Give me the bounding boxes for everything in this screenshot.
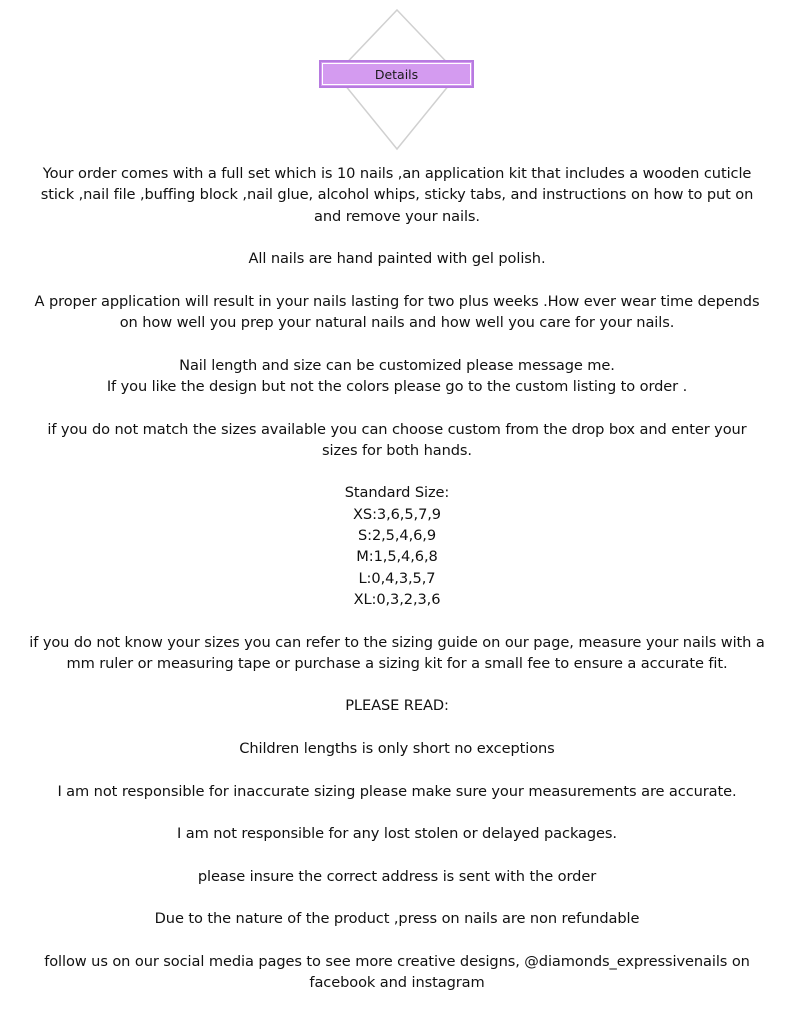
text-line: stick ,nail file ,buffing block ,nail glue, alcohol whips, sticky tabs, and instructions on how to put on [40,186,754,204]
paragraph [14,632,780,675]
paragraph-gap [14,227,780,248]
text-line: A proper application will result in your nails lasting for two plus weeks .How ever wear time depends [34,292,760,310]
text-line: and remove your nails. [314,207,480,225]
paragraph [14,738,780,759]
paragraph-gap [14,802,780,823]
paragraph [14,163,780,227]
paragraph-gap [14,397,780,418]
description-text [14,163,780,994]
paragraph [14,695,780,716]
text-line: M:1,5,4,6,8 [356,548,438,566]
text-line: XL:0,3,2,3,6 [353,590,441,608]
paragraph-gap [14,717,780,738]
text-line: follow us on our social media pages to see more creative designs, @diamonds_expressivenails on [44,952,750,970]
text-line: S:2,5,4,6,9 [357,527,437,545]
paragraph [14,355,780,398]
text-line: XS:3,6,5,7,9 [353,505,441,523]
paragraph [14,866,780,887]
paragraph [14,419,780,462]
text-line: PLEASE READ: [345,697,449,715]
paragraph-gap [14,845,780,866]
text-line: I am not responsible for inaccurate sizing please make sure your measurements are accurate. [57,782,737,800]
paragraph-gap [14,759,780,780]
paragraph-gap [14,461,780,482]
text-line: Standard Size: [344,484,450,502]
paragraph [14,248,780,269]
paragraph-gap [14,930,780,951]
text-line: mm ruler or measuring tape or purchase a sizing kit for a small fee to ensure a accurate fit. [66,654,728,672]
paragraph [14,951,780,994]
text-line: sizes for both hands. [322,441,472,459]
paragraph [14,908,780,929]
text-line: I am not responsible for any lost stolen or delayed packages. [177,825,617,843]
text-line: Children lengths is only short no exceptions [239,740,555,758]
text-line: on how well you prep your natural nails and how well you care for your nails. [119,314,675,332]
text-line: if you do not know your sizes you can refer to the sizing guide on our page, measure your nails with a [29,633,765,651]
paragraph-gap [14,610,780,631]
text-line: facebook and instagram [309,974,485,992]
paragraph [14,823,780,844]
text-line: All nails are hand painted with gel polish. [248,250,546,268]
text-line: L:0,4,3,5,7 [358,569,436,587]
text-line: please insure the correct address is sent with the order [197,867,597,885]
text-line: Your order comes with a full set which is 10 nails ,an application kit that includes a wooden cuticle [42,165,752,182]
text-line: Nail length and size can be customized please message me. [179,356,615,374]
paragraph [14,781,780,802]
details-badge [319,60,474,88]
paragraph-gap [14,887,780,908]
details-badge-label: Details [374,66,419,82]
paragraph-gap [14,333,780,354]
text-line: If you like the design but not the colors please go to the custom listing to order . [106,377,688,395]
paragraph [14,482,780,610]
paragraph-gap [14,269,780,290]
header [0,0,794,155]
text-line: Due to the nature of the product ,press on nails are non refundable [154,910,640,928]
paragraph-gap [14,674,780,695]
paragraph [14,291,780,334]
text-line: if you do not match the sizes available you can choose custom from the drop box and enter your [47,420,747,438]
